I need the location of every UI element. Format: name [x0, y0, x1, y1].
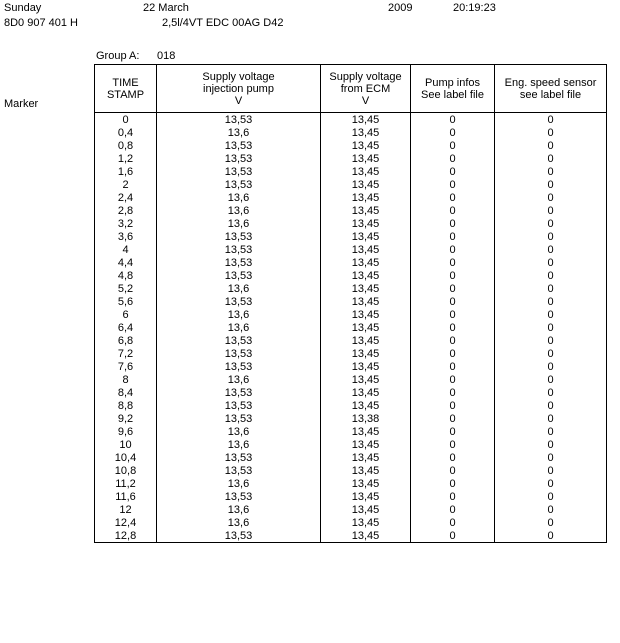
measurement-table — [94, 64, 607, 543]
ecm-voltage-cell: 13,45 — [321, 165, 411, 178]
table-row — [95, 178, 607, 191]
ecm-voltage-cell: 13,45 — [321, 321, 411, 334]
pump-infos-cell: 0 — [411, 360, 495, 373]
time-stamp-cell: 1,6 — [95, 165, 157, 178]
time-stamp-cell: 0,4 — [95, 126, 157, 139]
ecm-voltage-cell: 13,45 — [321, 282, 411, 295]
table-row — [95, 165, 607, 178]
column-header-engine-speed-sensor — [495, 65, 607, 113]
injection-pump-voltage-cell: 13,6 — [157, 204, 321, 217]
ecm-voltage-cell: 13,45 — [321, 152, 411, 165]
pump-infos-cell: 0 — [411, 386, 495, 399]
ecm-voltage-cell: 13,45 — [321, 464, 411, 477]
injection-pump-voltage-cell: 13,6 — [157, 477, 321, 490]
time-stamp-cell: 9,2 — [95, 412, 157, 425]
table-row — [95, 113, 607, 127]
injection-pump-voltage-cell: 13,53 — [157, 334, 321, 347]
pump-infos-cell: 0 — [411, 295, 495, 308]
injection-pump-voltage-cell: 13,6 — [157, 516, 321, 529]
pump-infos-cell: 0 — [411, 178, 495, 191]
engine-speed-sensor-cell: 0 — [495, 321, 607, 334]
injection-pump-voltage-cell: 13,53 — [157, 529, 321, 543]
time-stamp-cell: 12,8 — [95, 529, 157, 543]
injection-pump-voltage-cell: 13,53 — [157, 165, 321, 178]
pump-infos-cell: 0 — [411, 464, 495, 477]
pump-infos-cell: 0 — [411, 152, 495, 165]
column-header-line: Supply voltage — [202, 70, 275, 83]
table-row — [95, 438, 607, 451]
engine-speed-sensor-cell: 0 — [495, 529, 607, 543]
table-row — [95, 516, 607, 529]
engine-speed-sensor-cell: 0 — [495, 425, 607, 438]
engine-speed-sensor-cell: 0 — [495, 451, 607, 464]
group-label: Group A: — [96, 50, 140, 62]
table-row — [95, 529, 607, 543]
ecm-voltage-cell: 13,45 — [321, 230, 411, 243]
pump-infos-cell: 0 — [411, 425, 495, 438]
table-row — [95, 191, 607, 204]
time-stamp-cell: 2 — [95, 178, 157, 191]
column-header-line: TIME — [112, 76, 139, 89]
pump-infos-cell: 0 — [411, 191, 495, 204]
injection-pump-voltage-cell: 13,53 — [157, 347, 321, 360]
engine-speed-sensor-cell: 0 — [495, 412, 607, 425]
header-year: 2009 — [388, 2, 413, 14]
table-row — [95, 243, 607, 256]
injection-pump-voltage-cell: 13,53 — [157, 139, 321, 152]
table-row — [95, 308, 607, 321]
ecm-voltage-cell: 13,38 — [321, 412, 411, 425]
ecm-voltage-cell: 13,45 — [321, 373, 411, 386]
pump-infos-cell: 0 — [411, 451, 495, 464]
pump-infos-cell: 0 — [411, 126, 495, 139]
column-header-line: STAMP — [106, 88, 145, 101]
pump-infos-cell: 0 — [411, 243, 495, 256]
injection-pump-voltage-cell: 13,53 — [157, 243, 321, 256]
injection-pump-voltage-cell: 13,53 — [157, 360, 321, 373]
column-header-line: Supply voltage — [329, 70, 402, 83]
engine-speed-sensor-cell: 0 — [495, 334, 607, 347]
table-row — [95, 126, 607, 139]
marker-label: Marker — [4, 98, 39, 110]
table-row — [95, 269, 607, 282]
time-stamp-cell: 6,4 — [95, 321, 157, 334]
engine-speed-sensor-cell: 0 — [495, 139, 607, 152]
pump-infos-cell: 0 — [411, 321, 495, 334]
ecm-voltage-cell: 13,45 — [321, 347, 411, 360]
pump-infos-cell: 0 — [411, 165, 495, 178]
engine-speed-sensor-cell: 0 — [495, 308, 607, 321]
pump-infos-cell: 0 — [411, 334, 495, 347]
injection-pump-voltage-cell: 13,53 — [157, 490, 321, 503]
ecm-voltage-cell: 13,45 — [321, 490, 411, 503]
time-stamp-cell: 4,8 — [95, 269, 157, 282]
ecm-voltage-cell: 13,45 — [321, 217, 411, 230]
table-row — [95, 399, 607, 412]
engine-speed-sensor-cell: 0 — [495, 217, 607, 230]
ecm-voltage-cell: 13,45 — [321, 126, 411, 139]
engine-speed-sensor-cell: 0 — [495, 399, 607, 412]
engine-speed-sensor-cell: 0 — [495, 204, 607, 217]
header-part-number: 8D0 907 401 H — [4, 17, 78, 29]
injection-pump-voltage-cell: 13,53 — [157, 113, 321, 127]
column-header-line: Pump infos — [424, 76, 481, 89]
table-row — [95, 386, 607, 399]
ecm-voltage-cell: 13,45 — [321, 425, 411, 438]
ecm-voltage-cell: 13,45 — [321, 438, 411, 451]
ecm-voltage-cell: 13,45 — [321, 243, 411, 256]
time-stamp-cell: 11,6 — [95, 490, 157, 503]
header-time: 20:19:23 — [453, 2, 496, 14]
ecm-voltage-cell: 13,45 — [321, 529, 411, 543]
engine-speed-sensor-cell: 0 — [495, 464, 607, 477]
injection-pump-voltage-cell: 13,6 — [157, 425, 321, 438]
pump-infos-cell: 0 — [411, 477, 495, 490]
engine-speed-sensor-cell: 0 — [495, 295, 607, 308]
engine-speed-sensor-cell: 0 — [495, 516, 607, 529]
column-header-line: see label file — [519, 88, 582, 101]
ecm-voltage-cell: 13,45 — [321, 256, 411, 269]
pump-infos-cell: 0 — [411, 503, 495, 516]
time-stamp-cell: 10,8 — [95, 464, 157, 477]
engine-speed-sensor-cell: 0 — [495, 438, 607, 451]
time-stamp-cell: 8,8 — [95, 399, 157, 412]
injection-pump-voltage-cell: 13,53 — [157, 412, 321, 425]
table-row — [95, 503, 607, 516]
injection-pump-voltage-cell: 13,6 — [157, 191, 321, 204]
injection-pump-voltage-cell: 13,53 — [157, 464, 321, 477]
column-header-line: Eng. speed sensor — [504, 76, 597, 89]
table-row — [95, 425, 607, 438]
engine-speed-sensor-cell: 0 — [495, 256, 607, 269]
table-row — [95, 373, 607, 386]
ecm-voltage-cell: 13,45 — [321, 295, 411, 308]
table-body — [95, 113, 607, 543]
pump-infos-cell: 0 — [411, 399, 495, 412]
engine-speed-sensor-cell: 0 — [495, 113, 607, 127]
table-row — [95, 204, 607, 217]
group-value: 018 — [157, 50, 176, 62]
engine-speed-sensor-cell: 0 — [495, 191, 607, 204]
pump-infos-cell: 0 — [411, 412, 495, 425]
engine-speed-sensor-cell: 0 — [495, 243, 607, 256]
time-stamp-cell: 12 — [95, 503, 157, 516]
time-stamp-cell: 10 — [95, 438, 157, 451]
injection-pump-voltage-cell: 13,53 — [157, 230, 321, 243]
table-row — [95, 282, 607, 295]
time-stamp-cell: 3,6 — [95, 230, 157, 243]
engine-speed-sensor-cell: 0 — [495, 282, 607, 295]
column-header-line: See label file — [421, 88, 484, 101]
engine-speed-sensor-cell: 0 — [495, 269, 607, 282]
column-header-line: V — [234, 94, 243, 107]
table-row — [95, 412, 607, 425]
injection-pump-voltage-cell: 13,6 — [157, 282, 321, 295]
table-row — [95, 152, 607, 165]
time-stamp-cell: 6 — [95, 308, 157, 321]
ecm-voltage-cell: 13,45 — [321, 269, 411, 282]
time-stamp-cell: 2,4 — [95, 191, 157, 204]
ecm-voltage-cell: 13,45 — [321, 386, 411, 399]
pump-infos-cell: 0 — [411, 269, 495, 282]
ecm-voltage-cell: 13,45 — [321, 451, 411, 464]
time-stamp-cell: 10,4 — [95, 451, 157, 464]
pump-infos-cell: 0 — [411, 490, 495, 503]
engine-speed-sensor-cell: 0 — [495, 126, 607, 139]
ecm-voltage-cell: 13,45 — [321, 516, 411, 529]
column-header-line: V — [361, 94, 370, 107]
injection-pump-voltage-cell: 13,53 — [157, 256, 321, 269]
time-stamp-cell: 9,6 — [95, 425, 157, 438]
time-stamp-cell: 4 — [95, 243, 157, 256]
time-stamp-cell: 2,8 — [95, 204, 157, 217]
table-row — [95, 230, 607, 243]
table-row — [95, 360, 607, 373]
column-header-line: injection pump — [203, 82, 274, 95]
ecm-voltage-cell: 13,45 — [321, 399, 411, 412]
time-stamp-cell: 8 — [95, 373, 157, 386]
engine-speed-sensor-cell: 0 — [495, 490, 607, 503]
injection-pump-voltage-cell: 13,6 — [157, 217, 321, 230]
injection-pump-voltage-cell: 13,53 — [157, 295, 321, 308]
engine-speed-sensor-cell: 0 — [495, 373, 607, 386]
time-stamp-cell: 5,6 — [95, 295, 157, 308]
injection-pump-voltage-cell: 13,53 — [157, 178, 321, 191]
ecm-voltage-cell: 13,45 — [321, 477, 411, 490]
column-header-pump-infos — [411, 65, 495, 113]
engine-speed-sensor-cell: 0 — [495, 347, 607, 360]
injection-pump-voltage-cell: 13,53 — [157, 269, 321, 282]
table-row — [95, 490, 607, 503]
column-header-ecm-voltage — [321, 65, 411, 113]
ecm-voltage-cell: 13,45 — [321, 204, 411, 217]
table-row — [95, 321, 607, 334]
engine-speed-sensor-cell: 0 — [495, 152, 607, 165]
time-stamp-cell: 12,4 — [95, 516, 157, 529]
time-stamp-cell: 1,2 — [95, 152, 157, 165]
table-row — [95, 256, 607, 269]
ecm-voltage-cell: 13,45 — [321, 360, 411, 373]
time-stamp-cell: 7,2 — [95, 347, 157, 360]
injection-pump-voltage-cell: 13,6 — [157, 373, 321, 386]
column-header-line: from ECM — [340, 82, 391, 95]
table-row — [95, 295, 607, 308]
time-stamp-cell: 6,8 — [95, 334, 157, 347]
pump-infos-cell: 0 — [411, 529, 495, 543]
pump-infos-cell: 0 — [411, 282, 495, 295]
table-row — [95, 217, 607, 230]
pump-infos-cell: 0 — [411, 230, 495, 243]
injection-pump-voltage-cell: 13,6 — [157, 438, 321, 451]
time-stamp-cell: 0,8 — [95, 139, 157, 152]
engine-speed-sensor-cell: 0 — [495, 503, 607, 516]
injection-pump-voltage-cell: 13,6 — [157, 321, 321, 334]
pump-infos-cell: 0 — [411, 373, 495, 386]
table-row — [95, 451, 607, 464]
time-stamp-cell: 3,2 — [95, 217, 157, 230]
time-stamp-cell: 7,6 — [95, 360, 157, 373]
table-row — [95, 477, 607, 490]
ecm-voltage-cell: 13,45 — [321, 178, 411, 191]
pump-infos-cell: 0 — [411, 308, 495, 321]
ecm-voltage-cell: 13,45 — [321, 308, 411, 321]
time-stamp-cell: 0 — [95, 113, 157, 127]
engine-speed-sensor-cell: 0 — [495, 178, 607, 191]
injection-pump-voltage-cell: 13,6 — [157, 503, 321, 516]
ecm-voltage-cell: 13,45 — [321, 113, 411, 127]
engine-speed-sensor-cell: 0 — [495, 386, 607, 399]
pump-infos-cell: 0 — [411, 438, 495, 451]
ecm-voltage-cell: 13,45 — [321, 191, 411, 204]
pump-infos-cell: 0 — [411, 139, 495, 152]
engine-speed-sensor-cell: 0 — [495, 230, 607, 243]
column-header-injection-pump-voltage — [157, 65, 321, 113]
table-row — [95, 334, 607, 347]
pump-infos-cell: 0 — [411, 113, 495, 127]
pump-infos-cell: 0 — [411, 204, 495, 217]
pump-infos-cell: 0 — [411, 516, 495, 529]
time-stamp-cell: 11,2 — [95, 477, 157, 490]
injection-pump-voltage-cell: 13,53 — [157, 399, 321, 412]
table-row — [95, 139, 607, 152]
table-row — [95, 347, 607, 360]
injection-pump-voltage-cell: 13,53 — [157, 451, 321, 464]
injection-pump-voltage-cell: 13,53 — [157, 152, 321, 165]
time-stamp-cell: 4,4 — [95, 256, 157, 269]
pump-infos-cell: 0 — [411, 347, 495, 360]
header-date: 22 March — [143, 2, 189, 14]
header-engine: 2,5l/4VT EDC 00AG D42 — [162, 17, 284, 29]
engine-speed-sensor-cell: 0 — [495, 165, 607, 178]
time-stamp-cell: 8,4 — [95, 386, 157, 399]
ecm-voltage-cell: 13,45 — [321, 334, 411, 347]
header-day: Sunday — [4, 2, 42, 14]
table-header-row — [95, 65, 607, 113]
time-stamp-cell: 5,2 — [95, 282, 157, 295]
ecm-voltage-cell: 13,45 — [321, 139, 411, 152]
engine-speed-sensor-cell: 0 — [495, 360, 607, 373]
engine-speed-sensor-cell: 0 — [495, 477, 607, 490]
injection-pump-voltage-cell: 13,53 — [157, 386, 321, 399]
injection-pump-voltage-cell: 13,6 — [157, 126, 321, 139]
column-header-time-stamp — [95, 65, 157, 113]
ecm-voltage-cell: 13,45 — [321, 503, 411, 516]
pump-infos-cell: 0 — [411, 217, 495, 230]
pump-infos-cell: 0 — [411, 256, 495, 269]
injection-pump-voltage-cell: 13,6 — [157, 308, 321, 321]
table-row — [95, 464, 607, 477]
